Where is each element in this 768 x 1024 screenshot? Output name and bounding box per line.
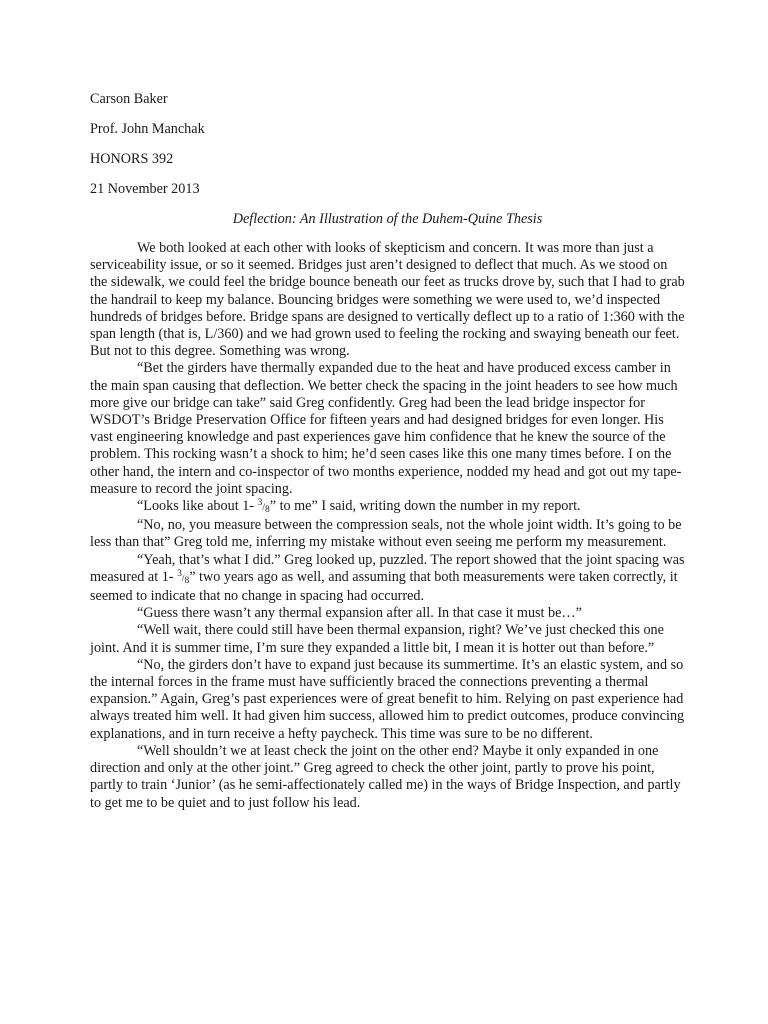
fraction-denominator: 8 — [264, 505, 270, 516]
fraction-numerator: 3 — [177, 568, 182, 579]
fraction: 3/8 — [177, 568, 190, 586]
paragraph-2: “Bet the girders have thermally expanded due to the heat and have produced excess camber in the main span causing that deflection. We better check the spacing in the joint headers to see how much more give our bridge can take” said Greg confidently. Greg had been the lead bridge inspector for WSDOT’s Bridge Preservation Office for fifteen years and had designed bridges for even longer. His vast engineering knowledge and past experiences gave him confidence that he knew the source of the problem. This rocking wasn’t a shock to him; he’d seen cases like this one many times before. I on the other hand, the intern and co-inspector of two months experience, nodded my head and got out my tape-measure to record the joint spacing. — [90, 360, 682, 497]
paragraph-3 — [90, 498, 685, 517]
paragraph-3-text-end: ” to me” I said, writing down the number in my report. — [269, 498, 581, 515]
paragraph-8: “No, the girders don’t have to expand just because its summertime. It’s an elastic system, and so the internal forces in the frame must have sufficiently braced the connections preventing a thermal expansion.” Again, Greg’s past experiences were of great benefit to him. Relying on past experience had always treated him well. It had given him success, allowed him to predict outcomes, produce convincing explanations, and in turn receive a hefty paycheck. This time was sure to be no different. — [90, 656, 685, 742]
paragraph-5-text-end: ” two years ago as well, and assuming that both measurements were taken correctly, it seemed to indicate that no change in spacing had occurred. — [90, 568, 678, 605]
paragraph-5-text-start: “Yeah, that’s what I did.” Greg looked up, puzzled. The report showed that the joint spacing was measured at 1- — [90, 551, 685, 585]
paragraph-4: “No, no, you measure between the compression seals, not the whole joint width. It’s going to be less than that” Greg told me, inferring my mistake without even seeing me perform my measurement. — [90, 517, 682, 551]
course-name: HONORS 392 — [90, 151, 174, 167]
document-page — [90, 91, 685, 812]
paragraph-3-text-start: “Looks like about 1- — [137, 498, 258, 515]
paragraph-1: We both looked at each other with looks of skepticism and concern. It was more than just a serviceability issue, or so it seemed. Bridges just aren’t designed to deflect that much. As we stood on the sidewalk, we could feel the bridge bounce beneath our feet as trucks drove by, such that I had to grab the handrail to keep my balance. Bouncing bridges were something we were used to, we’d inspected hundreds of bridges before. Bridge spans are designed to vertically deflect up to a ratio of 1:360 with the span length (that is, L/360) and we had grown used to feeling the rocking and swaying beneath our feet. But not to this degree. Something was wrong. — [90, 240, 685, 360]
paragraph-7: “Well wait, there could still have been thermal expansion, right? We’ve just checked this one joint. And it is summer time, I’m sure they expanded a little bit, I mean it is hotter out than before.” — [90, 622, 664, 656]
fraction-denominator: 8 — [184, 575, 190, 586]
author-name: Carson Baker — [90, 91, 168, 107]
paragraph-6: “Guess there wasn’t any thermal expansion after all. In that case it must be…” — [137, 605, 582, 622]
paragraph-9: “Well shouldn’t we at least check the joint on the other end? Maybe it only expanded in one direction and only at the other joint.” Greg agreed to check the other joint, partly to prove his point, partly to train ‘Junior’ (as he semi-affectionately called me) in the ways of Bridge Inspection, and partly to get me to be quiet and to just follow his lead. — [90, 742, 681, 811]
paragraph-5 — [90, 552, 685, 606]
professor-name: Prof. John Manchak — [90, 121, 205, 137]
fraction-numerator: 3 — [257, 498, 263, 509]
document-date: 21 November 2013 — [90, 181, 200, 197]
fraction: 3/8 — [257, 498, 270, 516]
document-title: Deflection: An Illustration of the Duhem-Quine Thesis — [232, 211, 543, 227]
